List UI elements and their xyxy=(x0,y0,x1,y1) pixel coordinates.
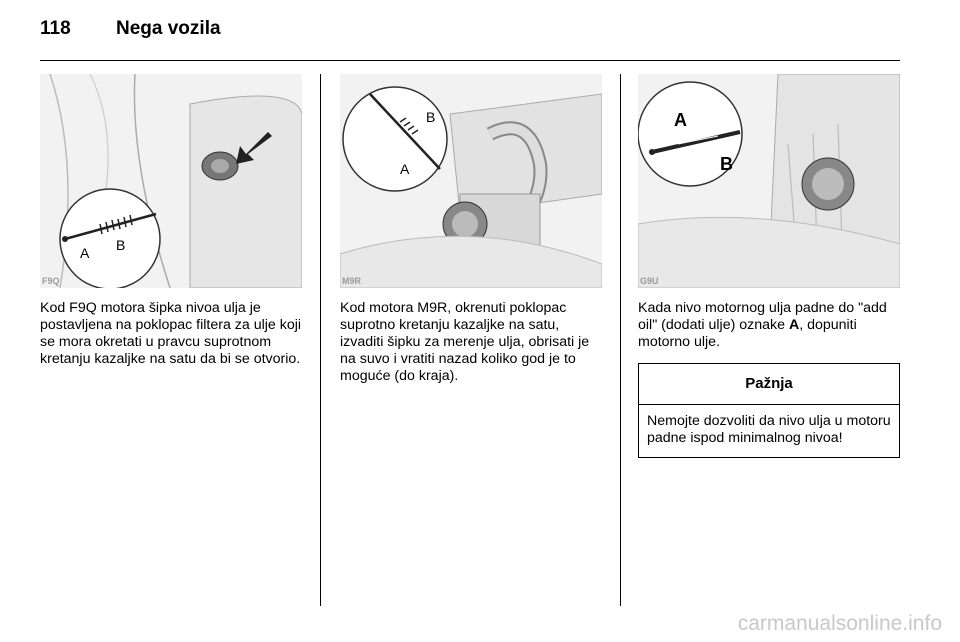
section-title: Nega vozila xyxy=(116,18,221,39)
m9r-label-b: B xyxy=(426,109,436,125)
notice-box xyxy=(638,363,900,458)
column-f9q xyxy=(40,74,302,368)
figure-code: F9Q xyxy=(42,276,60,286)
f9q-engine-illustration xyxy=(40,74,302,288)
f9q-label-b: B xyxy=(116,237,126,253)
column-divider-2 xyxy=(620,74,621,606)
page-header xyxy=(40,18,900,48)
g9u-label-b: B xyxy=(720,154,733,174)
watermark: carmanualsonline.info xyxy=(737,612,942,635)
notice-body: Nemojte dozvoliti da nivo ulja u motoru padne ispod minimalnog nivoa! xyxy=(647,413,891,446)
g9u-text-before: Kada nivo motornog ulja padne do "add oil" (dodati ulje) oznake xyxy=(638,300,887,333)
m9r-engine-illustration xyxy=(340,74,602,288)
column-g9u xyxy=(638,74,900,458)
page-number: 118 xyxy=(40,18,71,39)
figure-code: G9U xyxy=(640,276,659,286)
column-divider-1 xyxy=(320,74,321,606)
figure-f9q xyxy=(40,74,302,288)
m9r-label-a: A xyxy=(400,161,410,177)
header-rule xyxy=(40,60,900,61)
g9u-paragraph xyxy=(638,300,900,351)
g9u-text-after: , dopuniti motorno ulje. xyxy=(638,317,857,350)
g9u-label-a: A xyxy=(674,110,687,130)
m9r-paragraph: Kod motora M9R, okrenuti poklopac suprotno kretanju kazaljke na satu, izvaditi šipku za merenje ulja, obrisati je na suvo i vratiti nazad koliko god je to moguće (do kraja). xyxy=(340,300,590,384)
column-m9r xyxy=(340,74,602,385)
figure-m9r xyxy=(340,74,602,288)
f9q-paragraph: Kod F9Q motora šipka nivoa ulja je postavljena na poklopac filtera za ulje koji se mora okretati u pravcu suprotnom kretanju kazaljke na satu da bi se otvorio. xyxy=(40,300,302,367)
notice-title: Pažnja xyxy=(639,364,899,405)
g9u-engine-illustration xyxy=(638,74,900,288)
figure-code: M9R xyxy=(342,276,362,286)
f9q-label-a: A xyxy=(80,245,90,261)
figure-g9u xyxy=(638,74,900,288)
g9u-text-bold: A xyxy=(788,317,800,333)
